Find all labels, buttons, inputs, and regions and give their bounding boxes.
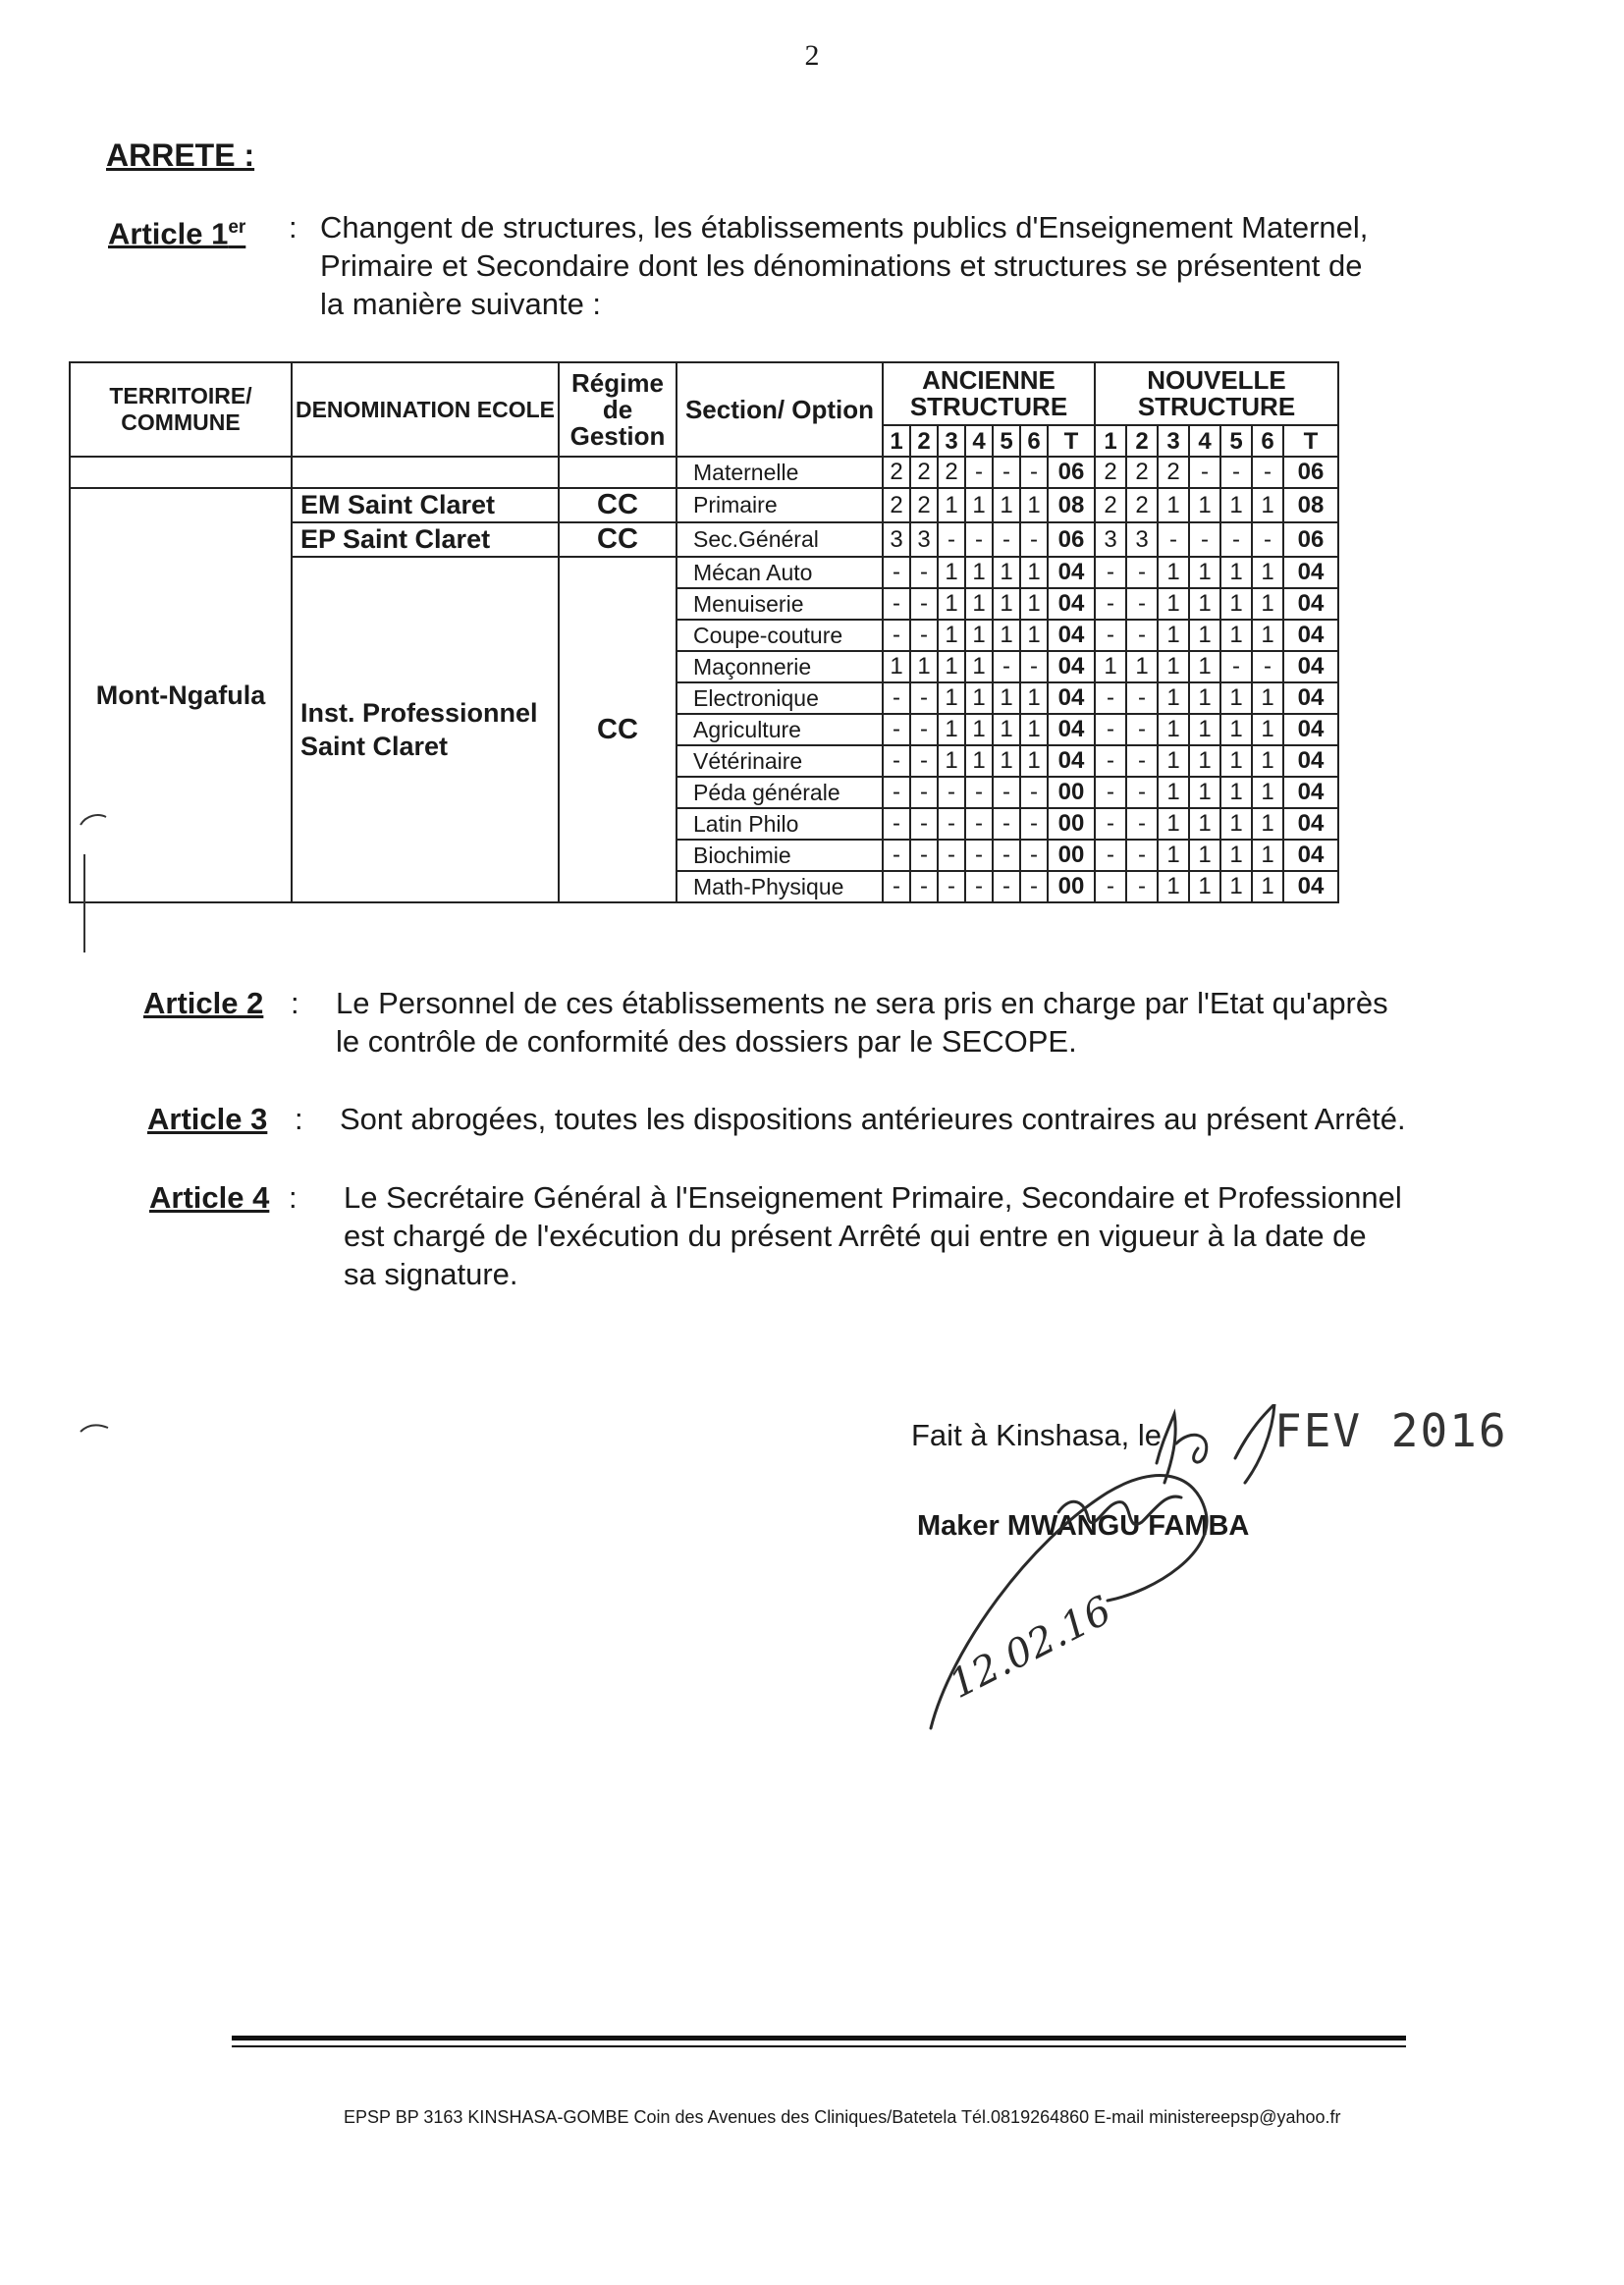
header-ancienne-class: 6	[1020, 425, 1048, 457]
structures-table	[69, 361, 1339, 903]
article-2-line: Le Personnel de ces établissements ne sera pris en charge par l'Etat qu'après	[336, 986, 1388, 1020]
nouvelle-structure-value: 04	[1283, 620, 1338, 651]
nouvelle-structure-value: 1	[1220, 840, 1252, 871]
nouvelle-structure-value: 04	[1283, 777, 1338, 808]
ancienne-structure-value: 1	[965, 714, 993, 745]
ancienne-structure-value: 1	[1020, 620, 1048, 651]
school-name: Inst. Professionnel Saint Claret	[292, 557, 559, 902]
nouvelle-structure-value: 1	[1252, 871, 1283, 902]
header-nouvelle-class: 5	[1220, 425, 1252, 457]
header-ancienne-class: T	[1048, 425, 1095, 457]
handwritten-date	[943, 1588, 1119, 1708]
ancienne-structure-value: 2	[910, 457, 938, 488]
regime-spacer	[559, 457, 677, 488]
date-stamp: FEV 2016	[1274, 1404, 1508, 1457]
page-number: 2	[804, 39, 820, 72]
signature-place: Fait à Kinshasa, le	[911, 1418, 1163, 1452]
nouvelle-structure-value: 2	[1126, 488, 1158, 522]
footer-address: EPSP BP 3163 KINSHASA-GOMBE Coin des Avenues des Cliniques/Batetela Tél.0819264860 E-mail ministereepsp@yahoo.fr	[344, 2107, 1341, 2127]
ancienne-structure-value: -	[883, 777, 910, 808]
regime-cell: CC	[559, 488, 677, 522]
table-row	[70, 457, 1338, 488]
ancienne-structure-value: -	[883, 714, 910, 745]
nouvelle-structure-value: -	[1220, 651, 1252, 682]
nouvelle-structure-value: -	[1126, 840, 1158, 871]
nouvelle-structure-value: -	[1220, 457, 1252, 488]
ancienne-structure-value: 1	[938, 682, 965, 714]
nouvelle-structure-value: 1	[1189, 745, 1220, 777]
nouvelle-structure-value: 2	[1126, 457, 1158, 488]
nouvelle-structure-value: 1	[1252, 808, 1283, 840]
scan-mark-left	[77, 805, 116, 962]
ancienne-structure-value: 1	[993, 745, 1020, 777]
table-row	[70, 488, 1338, 522]
header-nouvelle-class: 4	[1189, 425, 1220, 457]
nouvelle-structure-value: 04	[1283, 871, 1338, 902]
nouvelle-structure-value: -	[1095, 682, 1126, 714]
ancienne-structure-value: 04	[1048, 651, 1095, 682]
nouvelle-structure-value: -	[1126, 588, 1158, 620]
header-nouvelle-structure: NOUVELLE STRUCTURE	[1095, 362, 1338, 425]
nouvelle-structure-value: 1	[1252, 488, 1283, 522]
ancienne-structure-value: 1	[993, 488, 1020, 522]
nouvelle-structure-value: 04	[1283, 557, 1338, 588]
ancienne-structure-value: -	[910, 714, 938, 745]
nouvelle-structure-value: 1	[1220, 871, 1252, 902]
ancienne-structure-value: 04	[1048, 557, 1095, 588]
territoire-spacer	[70, 457, 292, 488]
nouvelle-structure-value: -	[1252, 651, 1283, 682]
nouvelle-structure-value: -	[1126, 871, 1158, 902]
nouvelle-structure-value: 1	[1158, 840, 1189, 871]
ancienne-structure-value: 1	[1020, 745, 1048, 777]
article-4	[149, 1178, 1524, 1296]
ancienne-structure-value: 2	[938, 457, 965, 488]
nouvelle-structure-value: 04	[1283, 651, 1338, 682]
section-option-cell: Maçonnerie	[677, 651, 883, 682]
ancienne-structure-value: -	[1020, 651, 1048, 682]
nouvelle-structure-value: 1	[1252, 745, 1283, 777]
header-section: Section/ Option	[677, 362, 883, 457]
nouvelle-structure-value: 04	[1283, 682, 1338, 714]
ancienne-structure-value: 1	[1020, 588, 1048, 620]
ancienne-structure-value: -	[993, 808, 1020, 840]
ancienne-structure-value: -	[1020, 522, 1048, 557]
nouvelle-structure-value: 1	[1158, 588, 1189, 620]
header-nouvelle-class: 6	[1252, 425, 1283, 457]
article-3-text	[340, 1100, 1406, 1138]
nouvelle-structure-value: 1	[1220, 808, 1252, 840]
ancienne-structure-value: 08	[1048, 488, 1095, 522]
nouvelle-structure-value: 1	[1220, 488, 1252, 522]
signature-block	[911, 1404, 1520, 1758]
ancienne-structure-value: 1	[938, 557, 965, 588]
ancienne-structure-value: -	[938, 808, 965, 840]
ancienne-structure-value: -	[910, 682, 938, 714]
nouvelle-structure-value: 1	[1189, 808, 1220, 840]
ancienne-structure-value: 1	[965, 682, 993, 714]
article-1-colon: :	[289, 210, 298, 245]
nouvelle-structure-value: 2	[1095, 457, 1126, 488]
article-1-line: Primaire et Secondaire dont les dénominations et structures se présentent de	[320, 248, 1363, 283]
section-option-cell: Maternelle	[677, 457, 883, 488]
nouvelle-structure-value: -	[1126, 557, 1158, 588]
school-name: EM Saint Claret	[292, 488, 559, 522]
nouvelle-structure-value: 1	[1220, 745, 1252, 777]
nouvelle-structure-value: 1	[1158, 745, 1189, 777]
school-name: EP Saint Claret	[292, 522, 559, 557]
ancienne-structure-value: -	[993, 457, 1020, 488]
scan-mark-left-2	[77, 1414, 116, 1453]
ancienne-structure-value: 00	[1048, 808, 1095, 840]
ancienne-structure-value: 1	[965, 620, 993, 651]
ancienne-structure-value: -	[965, 871, 993, 902]
header-nouvelle-class: T	[1283, 425, 1338, 457]
ancienne-structure-value: -	[938, 777, 965, 808]
ancienne-structure-value: -	[910, 588, 938, 620]
nouvelle-structure-value: 1	[1158, 714, 1189, 745]
signatory-name: Maker MWANGU FAMBA	[917, 1510, 1250, 1542]
nouvelle-structure-value: 2	[1095, 488, 1126, 522]
article-1-label: Article 1er	[108, 216, 246, 251]
ancienne-structure-value: -	[993, 651, 1020, 682]
nouvelle-structure-value: -	[1126, 714, 1158, 745]
ancienne-structure-value: 3	[883, 522, 910, 557]
section-option-cell: Vétérinaire	[677, 745, 883, 777]
ancienne-structure-value: 04	[1048, 682, 1095, 714]
article-3-line: Sont abrogées, toutes les dispositions antérieures contraires au présent Arrêté.	[340, 1102, 1406, 1136]
footer-rule-thick	[232, 2036, 1406, 2040]
ancienne-structure-value: -	[910, 840, 938, 871]
ancienne-structure-value: 1	[993, 557, 1020, 588]
regime-cell: CC	[559, 557, 677, 902]
ancienne-structure-value: -	[883, 808, 910, 840]
nouvelle-structure-value: -	[1095, 714, 1126, 745]
decree-heading: ARRETE :	[106, 137, 255, 173]
nouvelle-structure-value: -	[1095, 871, 1126, 902]
header-ancienne-class: 4	[965, 425, 993, 457]
nouvelle-structure-value: 1	[1220, 588, 1252, 620]
section-option-cell: Latin Philo	[677, 808, 883, 840]
nouvelle-structure-value: 1	[1158, 808, 1189, 840]
ancienne-structure-value: 2	[883, 488, 910, 522]
header-ancienne-class: 2	[910, 425, 938, 457]
denomination-spacer	[292, 457, 559, 488]
ancienne-structure-value: -	[883, 588, 910, 620]
ancienne-structure-value: 00	[1048, 840, 1095, 871]
nouvelle-structure-value: 06	[1283, 522, 1338, 557]
section-option-cell: Mécan Auto	[677, 557, 883, 588]
ancienne-structure-value: 04	[1048, 588, 1095, 620]
ancienne-structure-value: 1	[1020, 682, 1048, 714]
header-territoire: TERRITOIRE/ COMMUNE	[70, 362, 292, 457]
structures-table-wrap	[69, 361, 1339, 903]
ancienne-structure-value: 00	[1048, 777, 1095, 808]
nouvelle-structure-value: 04	[1283, 840, 1338, 871]
ancienne-structure-value: -	[883, 871, 910, 902]
article-4-line: Le Secrétaire Général à l'Enseignement Primaire, Secondaire et Professionnel	[344, 1180, 1402, 1215]
article-4-line: est chargé de l'exécution du présent Arrêté qui entre en vigueur à la date de	[344, 1219, 1367, 1253]
ancienne-structure-value: -	[965, 840, 993, 871]
territoire-cell: Mont-Ngafula	[70, 488, 292, 902]
article-2-colon: :	[291, 986, 299, 1020]
ancienne-structure-value: -	[993, 522, 1020, 557]
ancienne-structure-value: 1	[910, 651, 938, 682]
nouvelle-structure-value: -	[1095, 620, 1126, 651]
header-nouvelle-class: 3	[1158, 425, 1189, 457]
section-option-cell: Primaire	[677, 488, 883, 522]
nouvelle-structure-value: 1	[1126, 651, 1158, 682]
ancienne-structure-value: 2	[910, 488, 938, 522]
article-1-text	[320, 208, 1368, 323]
nouvelle-structure-value: -	[1126, 620, 1158, 651]
nouvelle-structure-value: -	[1126, 682, 1158, 714]
ancienne-structure-value: -	[993, 871, 1020, 902]
header-nouvelle-class: 2	[1126, 425, 1158, 457]
section-option-cell: Electronique	[677, 682, 883, 714]
section-option-cell: Agriculture	[677, 714, 883, 745]
nouvelle-structure-value: -	[1158, 522, 1189, 557]
ancienne-structure-value: -	[965, 808, 993, 840]
article-4-colon: :	[289, 1180, 298, 1215]
ancienne-structure-value: 1	[938, 651, 965, 682]
ancienne-structure-value: 1	[938, 620, 965, 651]
ancienne-structure-value: 1	[965, 651, 993, 682]
article-1-line: la manière suivante :	[320, 287, 602, 321]
nouvelle-structure-value: 1	[1158, 557, 1189, 588]
header-regime: Régime de Gestion	[559, 362, 677, 457]
nouvelle-structure-value: 1	[1158, 488, 1189, 522]
ancienne-structure-value: -	[1020, 457, 1048, 488]
nouvelle-structure-value: 1	[1158, 777, 1189, 808]
nouvelle-structure-value: 1	[1189, 588, 1220, 620]
ancienne-structure-value: -	[883, 840, 910, 871]
ancienne-structure-value: -	[1020, 871, 1048, 902]
ancienne-structure-value: 1	[938, 488, 965, 522]
ancienne-structure-value: 2	[883, 457, 910, 488]
ancienne-structure-value: 04	[1048, 620, 1095, 651]
header-ancienne-class: 1	[883, 425, 910, 457]
nouvelle-structure-value: -	[1252, 522, 1283, 557]
nouvelle-structure-value: 04	[1283, 808, 1338, 840]
ancienne-structure-value: 1	[1020, 714, 1048, 745]
ancienne-structure-value: 1	[1020, 557, 1048, 588]
nouvelle-structure-value: 04	[1283, 714, 1338, 745]
nouvelle-structure-value: -	[1095, 808, 1126, 840]
nouvelle-structure-value: 06	[1283, 457, 1338, 488]
nouvelle-structure-value: 1	[1220, 620, 1252, 651]
nouvelle-structure-value: 1	[1189, 682, 1220, 714]
ancienne-structure-value: -	[883, 682, 910, 714]
ancienne-structure-value: -	[910, 777, 938, 808]
ancienne-structure-value: 1	[993, 714, 1020, 745]
ancienne-structure-value: 1	[993, 588, 1020, 620]
ancienne-structure-value: 3	[910, 522, 938, 557]
nouvelle-structure-value: 1	[1189, 871, 1220, 902]
nouvelle-structure-value: -	[1126, 808, 1158, 840]
nouvelle-structure-value: 1	[1252, 588, 1283, 620]
nouvelle-structure-value: 08	[1283, 488, 1338, 522]
ancienne-structure-value: -	[965, 777, 993, 808]
nouvelle-structure-value: 1	[1252, 620, 1283, 651]
ancienne-structure-value: 06	[1048, 522, 1095, 557]
ancienne-structure-value: -	[1020, 808, 1048, 840]
ancienne-structure-value: -	[993, 840, 1020, 871]
nouvelle-structure-value: 1	[1252, 682, 1283, 714]
article-2-label: Article 2	[143, 986, 264, 1020]
nouvelle-structure-value: 1	[1220, 682, 1252, 714]
ancienne-structure-value: -	[993, 777, 1020, 808]
ancienne-structure-value: -	[938, 840, 965, 871]
ancienne-structure-value: 1	[938, 745, 965, 777]
ancienne-structure-value: -	[910, 745, 938, 777]
header-ancienne-structure: ANCIENNE STRUCTURE	[883, 362, 1095, 425]
nouvelle-structure-value: -	[1095, 588, 1126, 620]
handwritten-signature	[911, 1404, 1520, 1758]
regime-cell: CC	[559, 522, 677, 557]
article-3	[147, 1100, 1522, 1139]
nouvelle-structure-value: 1	[1189, 840, 1220, 871]
nouvelle-structure-value: -	[1220, 522, 1252, 557]
nouvelle-structure-value: 1	[1252, 714, 1283, 745]
article-3-colon: :	[295, 1102, 303, 1136]
nouvelle-structure-value: -	[1126, 777, 1158, 808]
nouvelle-structure-value: 3	[1095, 522, 1126, 557]
ancienne-structure-value: -	[910, 620, 938, 651]
nouvelle-structure-value: -	[1095, 745, 1126, 777]
nouvelle-structure-value: 1	[1158, 682, 1189, 714]
nouvelle-structure-value: 1	[1158, 871, 1189, 902]
ancienne-structure-value: 1	[965, 588, 993, 620]
ancienne-structure-value: 04	[1048, 745, 1095, 777]
header-nouvelle-class: 1	[1095, 425, 1126, 457]
article-1-line: Changent de structures, les établissements publics d'Enseignement Maternel,	[320, 210, 1369, 245]
svg-text:12.02.16: 12.02.16	[942, 1588, 1119, 1708]
ancienne-structure-value: -	[965, 457, 993, 488]
ancienne-structure-value: 1	[993, 682, 1020, 714]
ancienne-structure-value: -	[938, 522, 965, 557]
section-option-cell: Sec.Général	[677, 522, 883, 557]
ancienne-structure-value: 1	[938, 714, 965, 745]
nouvelle-structure-value: 1	[1158, 620, 1189, 651]
ancienne-structure-value: 1	[965, 745, 993, 777]
nouvelle-structure-value: -	[1189, 522, 1220, 557]
nouvelle-structure-value: 1	[1158, 651, 1189, 682]
article-4-label: Article 4	[149, 1180, 270, 1215]
nouvelle-structure-value: 2	[1158, 457, 1189, 488]
ancienne-structure-value: 1	[883, 651, 910, 682]
section-option-cell: Coupe-couture	[677, 620, 883, 651]
nouvelle-structure-value: 1	[1252, 840, 1283, 871]
ancienne-structure-value: -	[883, 620, 910, 651]
nouvelle-structure-value: 1	[1189, 557, 1220, 588]
nouvelle-structure-value: 1	[1189, 651, 1220, 682]
section-option-cell: Math-Physique	[677, 871, 883, 902]
section-option-cell: Biochimie	[677, 840, 883, 871]
nouvelle-structure-value: 1	[1220, 777, 1252, 808]
nouvelle-structure-value: -	[1095, 840, 1126, 871]
ancienne-structure-value: -	[883, 745, 910, 777]
ancienne-structure-value: 1	[993, 620, 1020, 651]
ancienne-structure-value: 1	[965, 488, 993, 522]
ancienne-structure-value: -	[965, 522, 993, 557]
nouvelle-structure-value: 1	[1189, 620, 1220, 651]
article-4-text	[344, 1178, 1402, 1293]
ancienne-structure-value: 1	[938, 588, 965, 620]
ancienne-structure-value: -	[938, 871, 965, 902]
article-2-line: le contrôle de conformité des dossiers par le SECOPE.	[336, 1024, 1077, 1059]
section-option-cell: Péda générale	[677, 777, 883, 808]
ancienne-structure-value: 06	[1048, 457, 1095, 488]
ancienne-structure-value: -	[1020, 777, 1048, 808]
nouvelle-structure-value: -	[1126, 745, 1158, 777]
nouvelle-structure-value: 1	[1252, 777, 1283, 808]
article-2-text	[336, 984, 1388, 1061]
ancienne-structure-value: 1	[965, 557, 993, 588]
article-1	[108, 208, 1483, 326]
ancienne-structure-value: -	[883, 557, 910, 588]
ancienne-structure-value: 1	[1020, 488, 1048, 522]
nouvelle-structure-value: 1	[1189, 488, 1220, 522]
section-option-cell: Menuiserie	[677, 588, 883, 620]
nouvelle-structure-value: -	[1189, 457, 1220, 488]
nouvelle-structure-value: 04	[1283, 588, 1338, 620]
header-ancienne-class: 3	[938, 425, 965, 457]
article-4-line: sa signature.	[344, 1257, 518, 1291]
nouvelle-structure-value: 04	[1283, 745, 1338, 777]
nouvelle-structure-value: 3	[1126, 522, 1158, 557]
article-3-label: Article 3	[147, 1102, 268, 1136]
article-2	[143, 984, 1518, 1062]
nouvelle-structure-value: 1	[1189, 714, 1220, 745]
nouvelle-structure-value: 1	[1252, 557, 1283, 588]
nouvelle-structure-value: 1	[1189, 777, 1220, 808]
header-ancienne-class: 5	[993, 425, 1020, 457]
footer-rule-thin	[232, 2045, 1406, 2047]
ancienne-structure-value: -	[910, 808, 938, 840]
ancienne-structure-value: 00	[1048, 871, 1095, 902]
nouvelle-structure-value: 1	[1220, 714, 1252, 745]
nouvelle-structure-value: -	[1095, 557, 1126, 588]
ancienne-structure-value: -	[910, 557, 938, 588]
structures-table-body	[70, 457, 1338, 902]
nouvelle-structure-value: 1	[1095, 651, 1126, 682]
ancienne-structure-value: 04	[1048, 714, 1095, 745]
ancienne-structure-value: -	[910, 871, 938, 902]
nouvelle-structure-value: -	[1095, 777, 1126, 808]
nouvelle-structure-value: 1	[1220, 557, 1252, 588]
ancienne-structure-value: -	[1020, 840, 1048, 871]
header-denomination: DENOMINATION ECOLE	[292, 362, 559, 457]
nouvelle-structure-value: -	[1252, 457, 1283, 488]
